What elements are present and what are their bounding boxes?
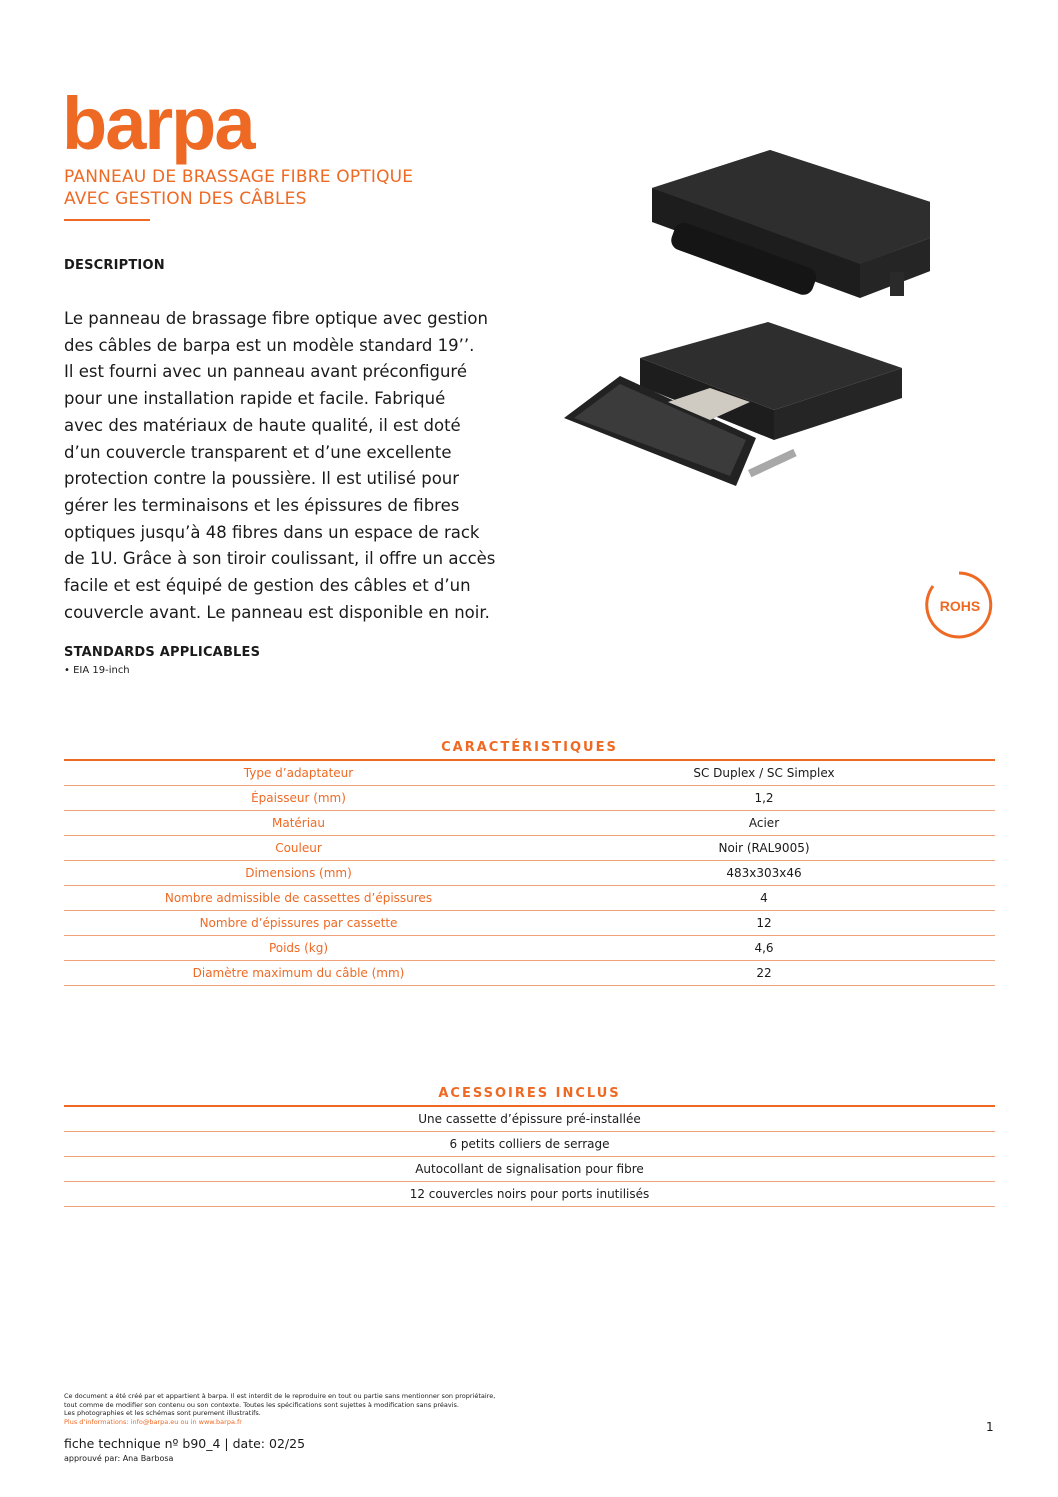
title-divider [64,219,150,221]
characteristics-title: CARACTÉRISTIQUES [441,740,618,755]
footer-note: Ce document a été créé par et appartient à barpa. Il est interdit de le reproduire en tout ou partie sans mentionner son propriétaire, [64,1392,496,1400]
footer-note: Les photographies et les schémas sont purement illustratifs. [64,1409,261,1418]
rohs-badge [924,570,994,640]
footer-contact: Plus d’informations: info@barpa.eu ou in www.barpa.fr [64,1417,242,1426]
title-line-1: PANNEAU DE BRASSAGE FIBRE OPTIQUE [64,167,414,187]
document-title [64,166,413,210]
description-line: couvercle avant. Le panneau est disponible en noir. [64,602,490,622]
logo-text: barpa [62,93,254,165]
description-line: d’un couvercle transparent et d’une excellente [64,442,452,462]
row-value: 4,6 [754,941,774,955]
row-value: 12 [756,916,772,930]
table-row: Une cassette d’épissure pré-installée [64,1107,995,1132]
table-row [64,886,995,911]
description-line: Il est fourni avec un panneau avant préconfiguré [64,362,467,382]
title-line-2: AVEC GESTION DES CÂBLES [64,189,307,209]
description-body [64,306,504,626]
row-key: Diamètre maximum du câble (mm) [192,966,405,980]
accessories-title: ACESSOIRES INCLUS [438,1086,621,1101]
footer-legal-notes [64,1392,624,1426]
row-key: Poids (kg) [268,941,329,955]
row-key: Type d’adaptateur [243,766,354,780]
barpa-logo [62,93,286,173]
description-line: des câbles de barpa est un modèle standard 19’’. [64,335,475,355]
row-key: Nombre admissible de cassettes d’épissures [164,891,433,905]
table-row: 6 petits colliers de serrage [64,1132,995,1157]
approved-by: approuvé par: Ana Barbosa [64,1454,174,1463]
description-line: gérer les terminaisons et les épissures de fibres [64,495,460,515]
table-row [64,936,995,961]
row-key: Couleur [275,841,322,855]
standards-heading: STANDARDS APPLICABLES [64,645,261,660]
description-line: Le panneau de brassage fibre optique avec gestion [64,309,488,328]
standards-item: • EIA 19-inch [64,665,130,676]
description-line: pour une installation rapide et facile. Fabriqué [64,389,446,409]
page-number: 1 [986,1420,994,1434]
row-value: 1,2 [754,791,774,805]
rohs-badge-text: ROHS [939,598,981,614]
description-line: protection contre la poussière. Il est utilisé pour [64,469,460,489]
table-row [64,961,995,986]
row-value: Acier [748,816,780,830]
product-image [560,140,930,514]
row-value: SC Duplex / SC Simplex [693,766,835,780]
table-row [64,811,995,836]
document-reference: fiche technique nº b90_4 | date: 02/25 [64,1436,306,1451]
description-line: de 1U. Grâce à son tiroir coulissant, il offre un accès [64,549,496,569]
table-row: Autocollant de signalisation pour fibre [64,1157,995,1182]
row-value: 483x303x46 [726,866,802,880]
description-line: facile et est équipé de gestion des câbles et d’un [64,576,471,596]
row-value: 22 [756,966,772,980]
row-key: Dimensions (mm) [245,866,352,880]
footer-note: tout comme de modifier son contenu ou son contexte. Toutes les spécifications sont sujettes à modification sans préavis. [64,1400,459,1409]
table-row [64,761,995,786]
table-row [64,911,995,936]
accessories-table [64,1083,995,1207]
description-line: avec des matériaux de haute qualité, il est doté [64,415,461,435]
characteristics-table [64,737,995,986]
table-row [64,836,995,861]
row-value: Noir (RAL9005) [718,841,810,855]
row-key: Matériau [271,816,326,830]
description-heading: DESCRIPTION [64,258,165,273]
table-row [64,786,995,811]
row-value: 4 [760,891,768,905]
description-line: optiques jusqu’à 48 fibres dans un espace de rack [64,522,480,542]
row-key: Nombre d’épissures par cassette [199,916,398,930]
table-row: 12 couvercles noirs pour ports inutilisés [64,1182,995,1207]
row-key: Épaisseur (mm) [251,791,346,805]
table-row [64,861,995,886]
